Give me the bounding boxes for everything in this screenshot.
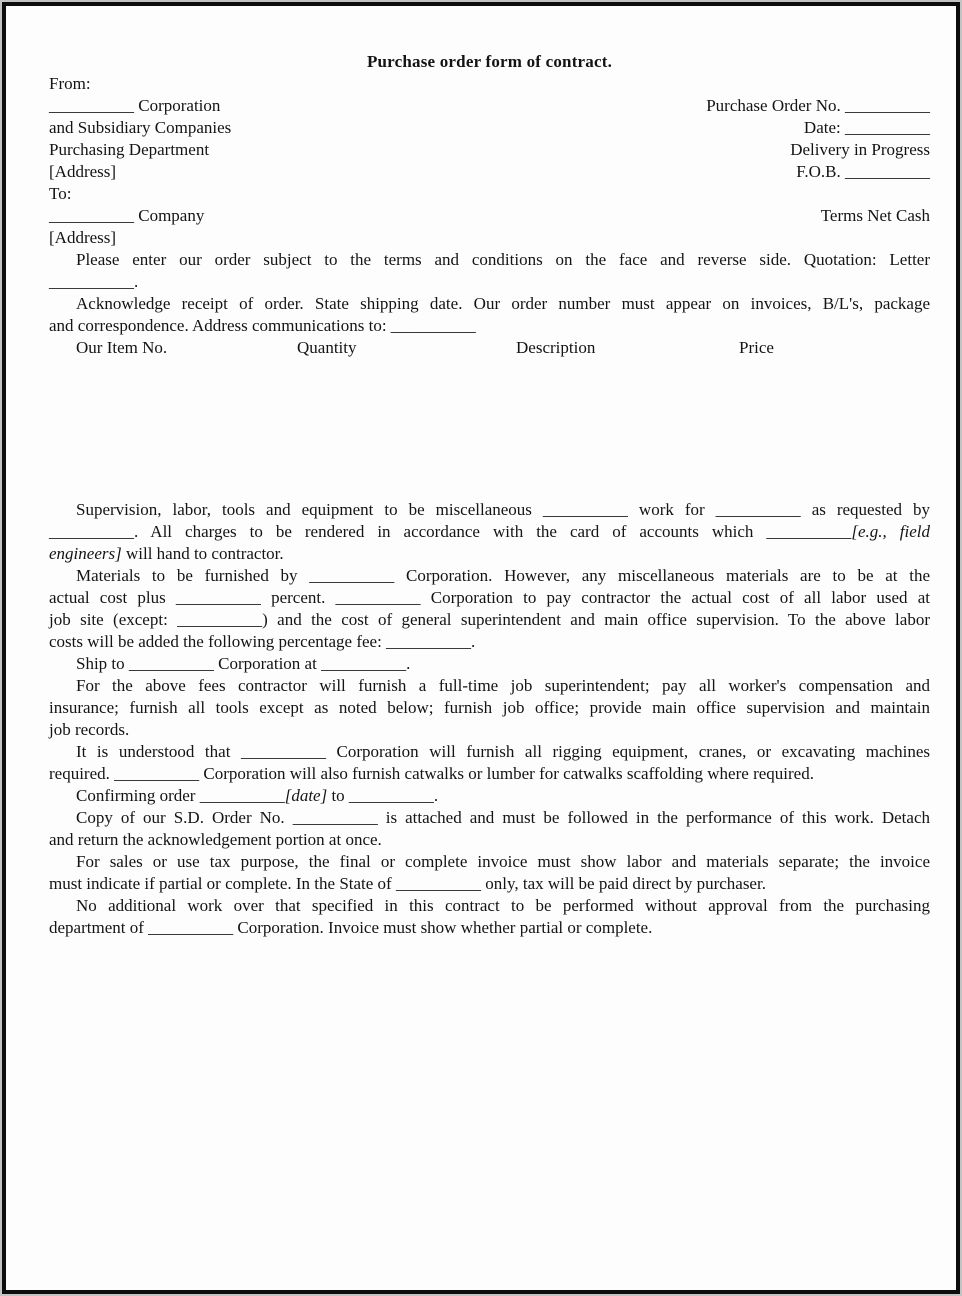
document-title: Purchase order form of contract. — [366, 52, 613, 71]
paragraph — [49, 499, 930, 565]
paragraph — [49, 895, 930, 939]
order-items-header-row — [49, 337, 930, 359]
paragraph — [49, 785, 930, 807]
paragraph — [49, 565, 930, 653]
column-header-price: Price — [739, 338, 774, 357]
letterhead-right-text: Delivery in Progress — [790, 140, 930, 159]
paragraph-line: job records. — [49, 720, 130, 739]
letterhead-left-text: From: — [49, 74, 91, 93]
letterhead-right-text: Terms Net Cash — [820, 206, 930, 225]
paragraph — [49, 741, 930, 785]
letterhead-row — [49, 139, 930, 161]
paragraph-line: actual cost plus __________ percent. __________ Corporation to pay contractor the actual cost of all labor used at — [49, 588, 930, 607]
letterhead-row — [49, 73, 930, 95]
paragraph-line: For the above fees contractor will furnish a full-time job superintendent; pay all worker's compensation and — [76, 676, 930, 695]
paragraph-line: Copy of our S.D. Order No. __________ is attached and must be followed in the performance of this work. Detach — [76, 808, 930, 827]
paragraph — [49, 675, 930, 741]
paragraph-line: Materials to be furnished by __________ Corporation. However, any miscellaneous materials are to be at the — [76, 566, 930, 585]
letterhead-row — [49, 95, 930, 117]
paragraph-line: Ship to __________ Corporation at __________. — [76, 654, 411, 673]
terms-paragraphs-section — [49, 499, 930, 939]
letterhead-right-text: F.O.B. __________ — [796, 162, 930, 181]
paragraph — [49, 807, 930, 851]
paragraph-line: Confirming order __________[date] to __________. — [76, 786, 439, 805]
paragraph-line: Supervision, labor, tools and equipment to be miscellaneous __________ work for __________ as requested by — [76, 500, 930, 519]
letterhead-left-text: [Address] — [49, 162, 117, 181]
italic-note: [e.g., field — [851, 522, 930, 541]
paragraph-line: insurance; furnish all tools except as noted below; furnish job office; provide main office supervision and maintain — [49, 698, 930, 717]
letterhead-left-text: __________ Company — [49, 206, 205, 225]
paragraph-line: Please enter our order subject to the terms and conditions on the face and reverse side. Quotation: Letter — [76, 250, 930, 269]
letterhead-row — [49, 227, 930, 249]
paragraph-line: It is understood that __________ Corporation will furnish all rigging equipment, cranes, or excavating machines — [76, 742, 930, 761]
paragraph-line: department of __________ Corporation. Invoice must show whether partial or complete. — [49, 918, 653, 937]
paragraph-line: required. __________ Corporation will also furnish catwalks or lumber for catwalks scaffolding where required. — [49, 764, 814, 783]
paragraph — [49, 293, 930, 337]
column-header-our-item-no: Our Item No. — [76, 338, 168, 357]
italic-note: engineers] — [49, 544, 122, 563]
contract-page — [2, 2, 960, 1294]
letterhead-right-text: Purchase Order No. __________ — [706, 96, 930, 115]
column-header-description: Description — [516, 338, 596, 357]
paragraph — [49, 653, 930, 675]
paragraph — [49, 249, 930, 293]
paragraph-line: __________. — [49, 272, 139, 291]
letterhead-left-text: Purchasing Department — [49, 140, 210, 159]
paragraph-line: must indicate if partial or complete. In the State of __________ only, tax will be paid direct by purchaser. — [49, 874, 766, 893]
paragraph-line: job site (except: __________) and the cost of general superintendent and main office supervision. To the above labor — [49, 610, 930, 629]
letterhead-left-text: __________ Corporation — [49, 96, 221, 115]
italic-note: [date] — [284, 786, 328, 805]
letterhead-row — [49, 161, 930, 183]
letterhead-left-text: [Address] — [49, 228, 117, 247]
paragraph — [49, 851, 930, 895]
letterhead-section — [49, 73, 930, 249]
letterhead-row — [49, 183, 930, 205]
paragraph-line: engineers] will hand to contractor. — [49, 544, 284, 563]
paragraph-line: Acknowledge receipt of order. State shipping date. Our order number must appear on invoices, B/L's, package — [76, 294, 930, 313]
intro-paragraphs-section — [49, 249, 930, 337]
letterhead-right-text: Date: __________ — [803, 118, 930, 137]
letterhead-row — [49, 117, 930, 139]
paragraph-line: __________. All charges to be rendered in accordance with the card of accounts which __________[e.g., field — [49, 522, 930, 541]
letterhead-row — [49, 205, 930, 227]
paragraph-line: and correspondence. Address communications to: __________ — [49, 316, 476, 335]
paragraph-line: costs will be added the following percentage fee: __________. — [49, 632, 476, 651]
paragraph-line: and return the acknowledgement portion at once. — [49, 830, 382, 849]
paragraph-line: No additional work over that specified in this contract to be performed without approval from the purchasing — [76, 896, 930, 915]
order-items-empty-area — [49, 359, 930, 499]
paragraph-line: For sales or use tax purpose, the final or complete invoice must show labor and materials separate; the invoice — [76, 852, 930, 871]
letterhead-left-text: To: — [49, 184, 72, 203]
letterhead-left-text: and Subsidiary Companies — [49, 118, 232, 137]
column-header-quantity: Quantity — [297, 338, 357, 357]
